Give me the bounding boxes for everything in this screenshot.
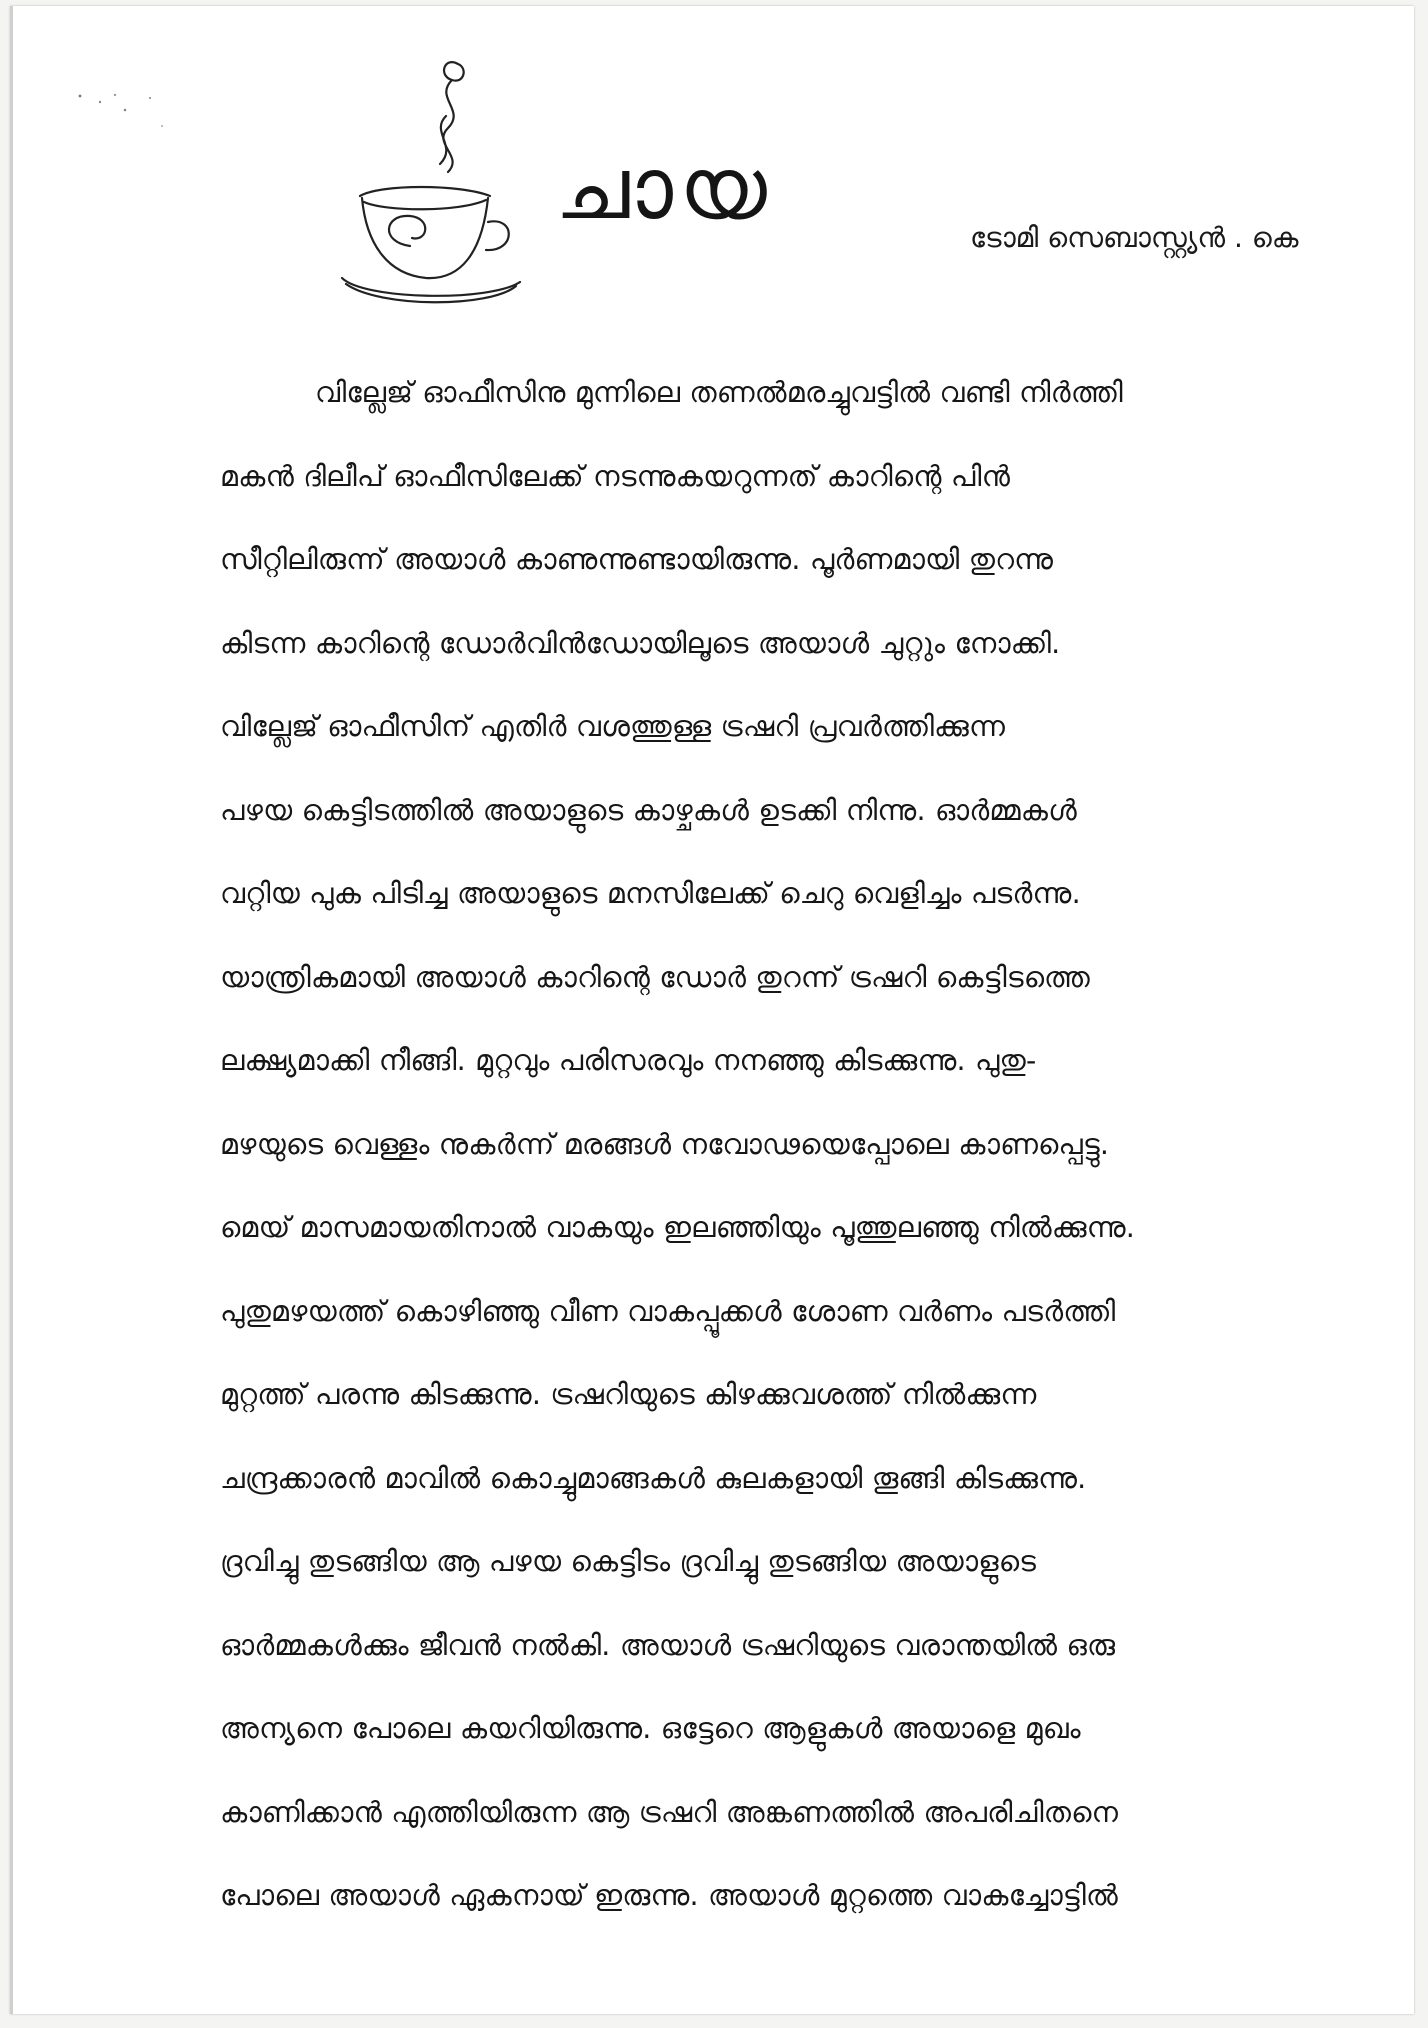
text-line: കാണിക്കാൻ എത്തിയിരുന്ന ആ ട്രഷറി അങ്കണത്തിൽ അപരിചിതനെ [220,1795,1119,1829]
text-line: ചന്ദ്രക്കാരൻ മാവിൽ കൊച്ചുമാങ്ങകൾ കുലകളായി തൂങ്ങി കിടക്കുന്നു. [220,1461,1087,1495]
text-line: സീറ്റിലിരുന്ന് അയാൾ കാണുന്നുണ്ടായിരുന്നു. പൂർണമായി തുറന്നു [220,543,1054,576]
scan-edge [10,6,13,2014]
text-line: പഴയ കെട്ടിടത്തിൽ അയാളുടെ കാഴ്ചകൾ ഉടക്കി നിന്നു. ഓർമ്മകൾ [220,793,1077,827]
text-line: മുറ്റത്ത് പരന്നു കിടക്കുന്നു. ട്രഷറിയുടെ കിഴക്കുവശത്ത് നിൽക്കുന്ന [220,1378,1037,1411]
text-line: ദ്രവിച്ചു തുടങ്ങിയ ആ പഴയ കെട്ടിടം ദ്രവിച്ചു തുടങ്ങിയ അയാളുടെ [220,1545,1037,1578]
text-line: മഴയുടെ വെള്ളം നുകർന്ന് മരങ്ങൾ നവോഢയെപ്പോലെ കാണപ്പെട്ടു. [220,1127,1110,1161]
text-line: വില്ലേജ് ഓഫീസിനു മുന്നിലെ തണൽമരച്ചുവട്ടിൽ വണ്ടി നിർത്തി [315,376,1123,409]
text-line: പുതുമഴയത്ത് കൊഴിഞ്ഞു വീണ വാകപ്പൂക്കൾ ശോണ വർണം പടർത്തി [220,1294,1116,1328]
text-line: മെയ് മാസമായതിനാൽ വാകയും ഇലഞ്ഞിയും പൂത്തുലഞ്ഞു നിൽക്കുന്നു. [220,1211,1136,1244]
story-body [220,351,1330,1938]
text-line: ലക്ഷ്യമാക്കി നീങ്ങി. മുറ്റവും പരിസരവും നനഞ്ഞു കിടക്കുന്നു. പുതു- [220,1044,1037,1077]
text-line: കിടന്ന കാറിന്റെ ഡോർവിൻഡോയിലൂടെ അയാൾ ചുറ്റും നോക്കി. [220,626,1061,660]
text-line: അന്യനെ പോലെ കയറിയിരുന്നു. ഒട്ടേറെ ആളുകൾ അയാളെ മുഖം [220,1712,1081,1745]
text-line: ഓർമ്മകൾക്കും ജീവൻ നൽകി. അയാൾ ട്രഷറിയുടെ വരാന്തയിൽ ഒരു [220,1628,1116,1662]
tea-cup-icon [340,46,530,306]
text-line: വറ്റിയ പുക പിടിച്ച അയാളുടെ മനസിലേക്ക് ചെറു വെളിച്ചം പടർന്നു. [220,877,1081,910]
handwritten-page [10,6,1414,2014]
text-line: വില്ലേജ് ഓഫീസിന് എതിർ വശത്തുള്ള ട്രഷറി പ്രവർത്തിക്കുന്ന [220,710,1006,743]
story-title: ചായ [555,139,773,239]
author-name: ടോമി സെബാസ്റ്റ്യൻ . കെ [970,221,1299,254]
text-line: യാന്ത്രികമായി അയാൾ കാറിന്റെ ഡോർ തുറന്ന് ട്രഷറി കെട്ടിടത്തെ [220,960,1090,994]
text-line: മകൻ ദിലീപ് ഓഫീസിലേക്ക് നടന്നുകയറുന്നത് കാറിന്റെ പിൻ [220,459,1011,493]
text-line: പോലെ അയാൾ ഏകനായ് ഇരുന്നു. അയാൾ മുറ്റത്തെ വാകച്ചോട്ടിൽ [220,1879,1118,1912]
scan-specks [70,86,170,146]
